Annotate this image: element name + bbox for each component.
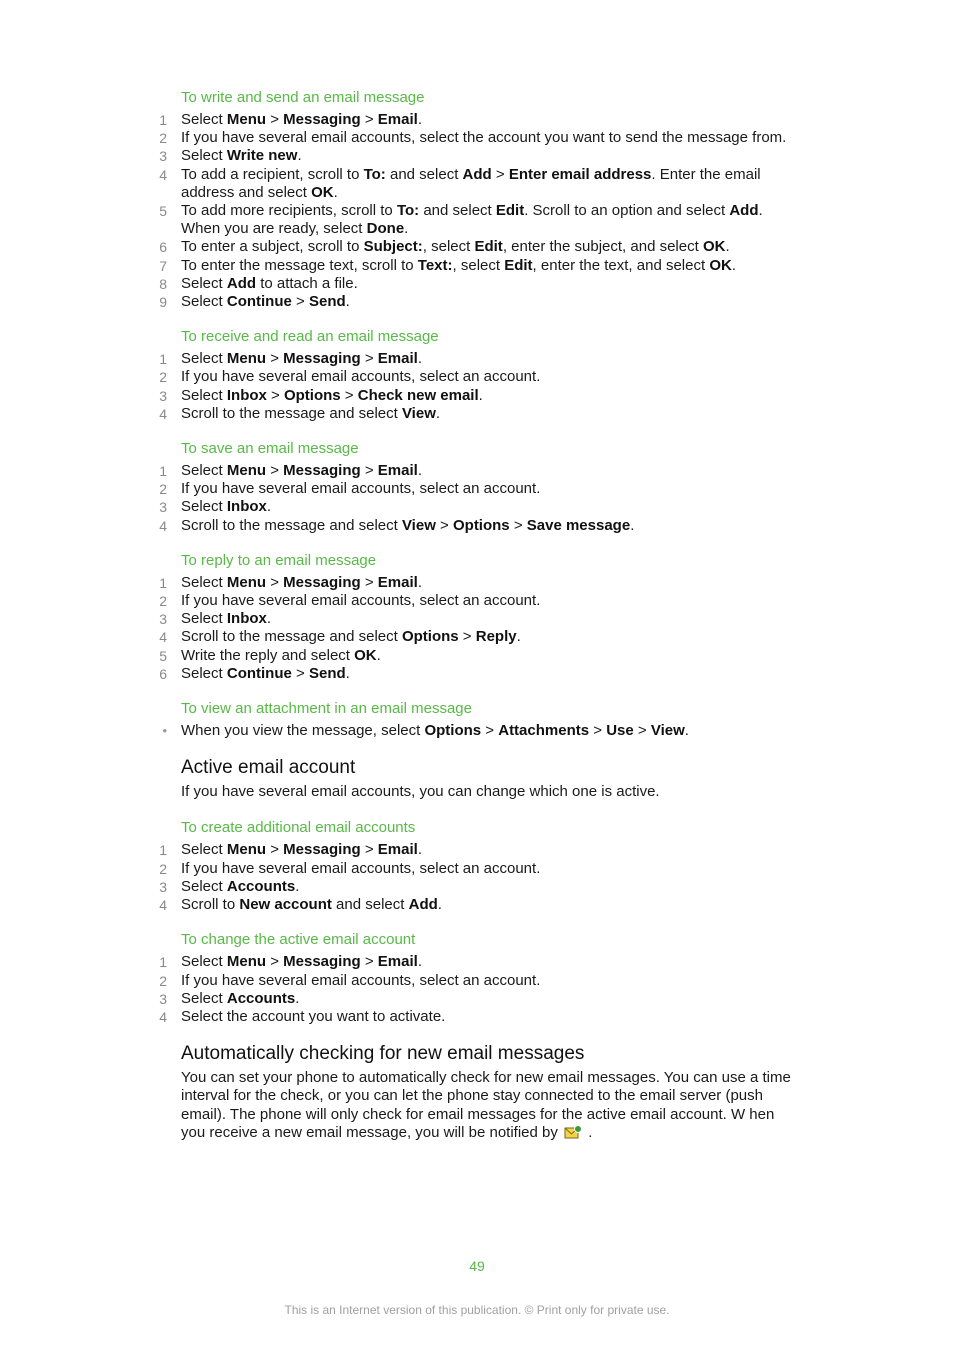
step-text: . [435,404,441,422]
step-number: 2 [159,130,167,147]
step-item [159,238,791,256]
ui-term: Menu [226,111,267,128]
ui-term: Accounts [226,989,296,1007]
step-list [159,953,791,1026]
step-number: 2 [159,593,167,610]
bullet-list [162,722,791,740]
step-text: . [417,462,422,480]
ui-term: Messaging [283,462,361,480]
step-item [159,953,791,971]
step-number: 2 [159,369,167,386]
task-title: To change the active email account [181,931,416,949]
step-text: > [266,841,284,859]
step-text: If you have several email accounts, select an account. [181,368,541,386]
step-number: 4 [159,517,167,534]
section [159,89,791,311]
step-text: Select [181,350,227,368]
step-text: . [404,220,409,238]
step-item [159,274,791,293]
ui-term: View [401,404,436,422]
ui-term: Inbox [226,498,267,516]
step-text: Select the account you want to activate. [181,1007,446,1025]
step-item [159,111,791,129]
step-text: > [266,350,284,368]
step-text: Select [181,274,227,292]
bullet-marker: • [162,723,167,739]
ui-term: View [650,722,685,740]
step-item [159,386,791,405]
ui-term: Email [377,573,418,591]
step-number: 1 [159,574,167,591]
ui-term: Inbox [226,610,267,628]
ui-term: New account [239,896,332,914]
step-text: . [417,841,422,859]
section [181,1043,791,1145]
step-text: . Scroll to an option and select [524,202,730,220]
step-item [159,896,791,914]
step-text: Select [181,573,227,591]
ui-term: Messaging [283,111,361,128]
step-text: Scroll to the message and select [181,404,402,422]
step-text: > [291,293,309,311]
step-text: Select [181,664,227,682]
task-title: To create additional email accounts [181,819,416,837]
section [159,551,791,683]
step-text: If you have several email accounts, select the account you want to send the message from. [181,129,787,147]
ui-term: Send [308,293,346,311]
step-number: 4 [159,166,167,183]
step-text: Select [181,386,227,404]
step-number: 3 [159,990,167,1007]
step-text: . [684,722,689,740]
ui-term: OK [702,238,726,256]
step-item [159,971,791,990]
step-number: 6 [159,665,167,682]
section [159,931,791,1026]
step-text: , enter the text, and select [532,256,710,274]
step-text: > [360,841,378,859]
step-text: > [435,516,453,534]
ui-term: Attachments [498,722,590,740]
task-title: To view an attachment in an email message [181,700,472,718]
ui-term: Subject: [363,238,423,256]
step-text: > [266,573,284,591]
step-text: Write the reply and select [181,646,355,664]
ui-term: Check new email [357,386,479,404]
new-email-icon [564,1124,582,1145]
step-item [159,516,791,535]
ui-term: Messaging [283,953,361,971]
step-text: > [458,628,476,646]
step-number: 2 [159,972,167,989]
ui-term: Menu [226,462,267,480]
task-title: To write and send an email message [181,89,425,106]
step-number: 5 [159,647,167,664]
section-heading: Active email account [181,757,356,779]
step-text: If you have several email accounts, select an account. [181,971,541,989]
step-number: 1 [159,842,167,859]
step-text: > [633,722,651,740]
bullet-item [162,722,791,740]
task-title: To reply to an email message [181,551,377,569]
step-text: . [731,256,736,274]
step-text: . [437,896,442,914]
step-item [159,592,791,610]
step-number: 3 [159,387,167,404]
step-number: 3 [159,148,167,165]
body-text: You can set your phone to automatically check for new email messages. You can use a time interval for the check, or you can let the phone stay connected to the email server (push email). The phone will only check for email messages for the active email account. W hen you receive a new email message, you will be notified by [181,1069,791,1141]
step-text: > [360,111,378,128]
step-text: . [725,238,730,256]
step-text: > [266,111,284,128]
step-number: 2 [159,481,167,498]
page-content [159,89,791,1163]
ui-term: Options [283,386,341,404]
ui-term: Email [377,462,418,480]
step-text: > [360,462,378,480]
ui-term: Email [377,841,418,859]
step-text: . Enter the email address and select [181,165,761,201]
step-item [159,573,791,592]
ui-term: Messaging [283,841,361,859]
step-item [159,646,791,665]
step-text: > [340,386,358,404]
ui-term: Accounts [226,877,296,895]
ui-term: Email [377,111,418,128]
step-text: > [266,953,284,971]
ui-term: OK [311,183,334,201]
step-text: > [589,722,607,740]
ui-term: Done [366,220,405,238]
step-text: > [360,573,378,591]
step-text: Scroll to the message and select [181,628,402,646]
step-number: 5 [159,203,167,220]
step-text: Select [181,989,227,1007]
body-text: If you have several email accounts, you can change which one is active. [181,783,660,801]
step-text: . [417,350,422,368]
step-number: 4 [159,897,167,914]
ui-term: OK [709,256,732,274]
step-text: > [266,386,284,404]
ui-term: Add [462,165,492,183]
step-item [159,404,791,423]
ui-term: Menu [226,350,267,368]
step-number: 1 [159,954,167,971]
task-title: To save an email message [181,440,359,458]
step-text: . [376,646,381,664]
step-number: 4 [159,629,167,646]
step-text: To enter a subject, scroll to [181,238,364,256]
step-item [159,610,791,628]
section-body [181,1069,791,1145]
step-item [159,628,791,646]
step-text: . [417,573,422,591]
step-text: Select [181,293,227,311]
step-text: . When you are ready, select [181,202,763,238]
step-item [159,147,791,165]
ui-term: Continue [226,293,292,311]
step-item [159,498,791,516]
step-text: To enter the message text, scroll to [181,256,418,274]
step-number: 4 [159,405,167,422]
step-item [159,350,791,368]
ui-term: OK [354,646,377,664]
step-list [159,462,791,535]
step-number: 3 [159,878,167,895]
ui-term: Continue [226,664,292,682]
page-number: 49 [469,1258,485,1274]
step-text: . [516,628,521,646]
section-heading: Automatically checking for new email messages [181,1043,585,1065]
step-text: and select [419,202,496,220]
ui-term: Options [401,628,459,646]
step-text: If you have several email accounts, select an account. [181,480,541,498]
step-list [159,841,791,914]
step-number: 1 [159,463,167,480]
section [181,757,791,801]
step-text: When you view the message, select [181,722,425,740]
ui-term: Text: [417,256,453,274]
body-text-end: . [584,1123,593,1141]
ui-term: Email [377,350,418,368]
ui-term: Inbox [226,386,267,404]
step-text: and select [385,165,463,183]
step-item [159,293,791,311]
step-text: . [295,877,300,895]
task-title: To receive and read an email message [181,328,439,346]
ui-term: Email [377,953,418,971]
step-text: Select [181,610,227,628]
section-body [181,783,791,801]
step-item [159,664,791,683]
step-item [159,989,791,1008]
step-text: If you have several email accounts, select an account. [181,859,541,877]
ui-term: Messaging [283,350,361,368]
step-text: Select [181,462,227,480]
step-text: . [333,183,338,201]
ui-term: Send [308,664,346,682]
step-item [159,462,791,480]
step-item [159,368,791,386]
ui-term: Add [408,896,438,914]
step-number: 9 [159,294,167,311]
step-text: Select [181,498,227,516]
step-text: Scroll to [181,896,240,914]
step-text: , select [422,238,475,256]
step-text: . [478,386,483,404]
ui-term: Edit [495,202,525,220]
step-text: > [360,953,378,971]
step-text: , enter the subject, and select [502,238,703,256]
ui-term: Enter email address [508,165,652,183]
step-number: 1 [159,112,167,128]
footer-note: This is an Internet version of this publication. © Print only for private use. [284,1303,670,1317]
step-text: > [291,664,309,682]
ui-term: Write new [226,147,298,165]
step-item [159,202,791,238]
ui-term: Menu [226,841,267,859]
step-item [159,129,791,147]
step-list [159,111,791,311]
step-text: to attach a file. [256,274,358,292]
ui-term: Menu [226,573,267,591]
step-text: . [345,664,350,682]
step-number: 6 [159,239,167,256]
ui-term: Messaging [283,573,361,591]
step-text: Select [181,953,227,971]
step-text: > [491,165,509,183]
ui-term: View [401,516,436,534]
ui-term: Edit [474,238,503,256]
step-item [159,1007,791,1026]
step-item [159,165,791,202]
section [159,328,791,423]
step-text: If you have several email accounts, select an account. [181,592,541,610]
step-text: Select [181,841,227,859]
ui-term: Use [606,722,634,740]
section [159,819,791,914]
step-text: Select [181,147,227,165]
step-text: To add more recipients, scroll to [181,202,397,220]
step-text: > [509,516,527,534]
ui-term: Save message [526,516,631,534]
ui-term: Edit [504,256,533,274]
step-item [159,859,791,878]
step-number: 3 [159,611,167,628]
step-number: 8 [159,275,167,292]
step-number: 1 [159,351,167,368]
step-item [159,841,791,859]
step-number: 3 [159,499,167,516]
step-text: > [266,462,284,480]
step-text: . [295,989,300,1007]
section [162,700,791,740]
step-text: > [360,350,378,368]
step-text: , select [452,256,505,274]
step-text: . [417,111,422,128]
section [159,440,791,535]
step-list [159,350,791,423]
ui-term: Menu [226,953,267,971]
step-number: 2 [159,860,167,877]
step-number: 4 [159,1008,167,1025]
ui-term: To: [396,202,420,220]
ui-term: Reply [475,628,517,646]
step-text: . [266,498,272,516]
ui-term: Options [452,516,510,534]
step-text: . [417,953,422,971]
ui-term: Add [226,274,257,292]
step-text: . [345,293,350,311]
ui-term: Add [729,202,759,220]
step-text: > [481,722,499,740]
step-list [159,573,791,683]
step-text: . [297,147,302,165]
step-text: and select [331,896,409,914]
step-text: Select [181,877,227,895]
ui-term: Options [424,722,482,740]
step-item [159,877,791,896]
step-text: Select [181,111,227,128]
step-item [159,480,791,498]
step-text: . [630,516,635,534]
ui-term: To: [363,165,386,183]
step-item [159,256,791,275]
step-text: To add a recipient, scroll to [181,165,364,183]
step-text: Scroll to the message and select [181,516,402,534]
step-text: . [266,610,272,628]
step-number: 7 [159,257,167,274]
